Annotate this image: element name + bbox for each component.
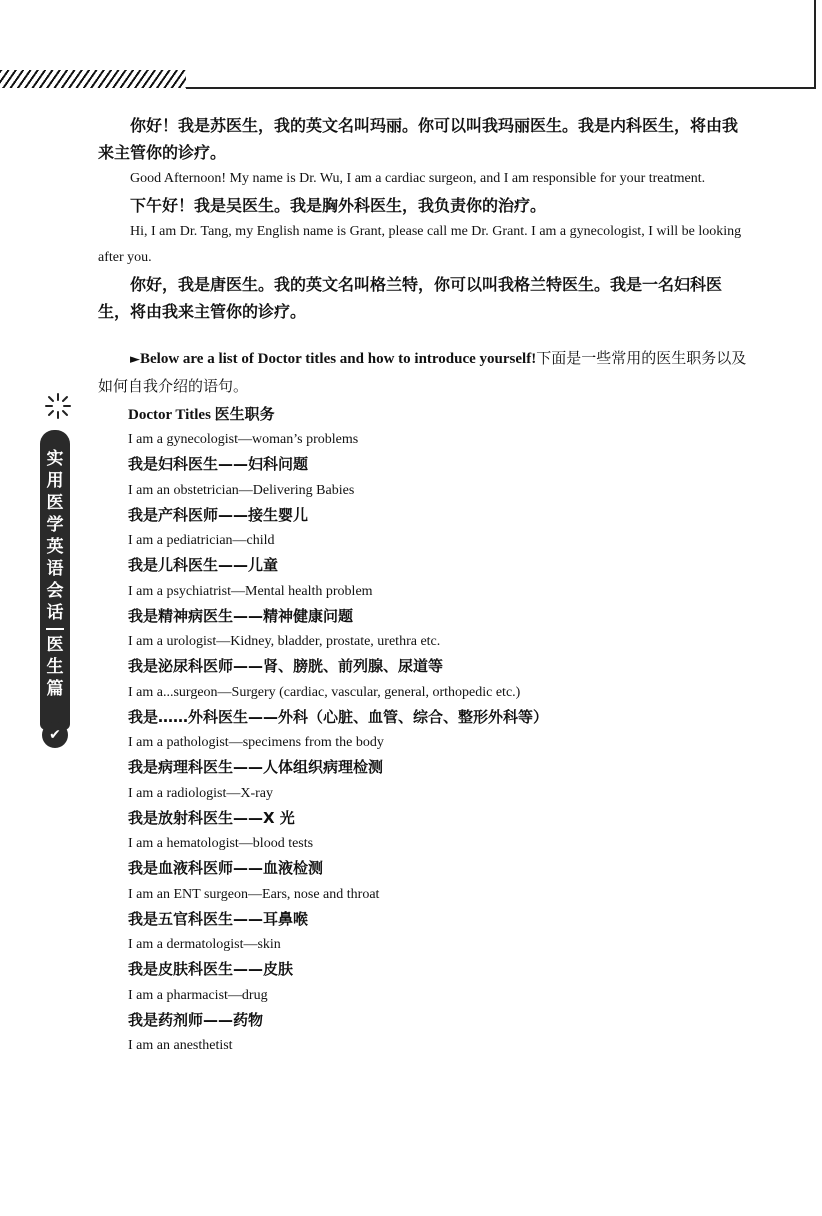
side-char: 实 xyxy=(46,449,64,469)
title-en: I am an obstetrician—Delivering Babies xyxy=(128,482,355,498)
side-char: 会 xyxy=(46,581,64,601)
title-cn: 我是儿科医生——儿童 xyxy=(128,556,279,574)
title-en: I am a pathologist—specimens from the body xyxy=(128,735,384,750)
title-cn: 我是产科医师——接生婴儿 xyxy=(128,505,309,524)
title-en: I am a radiologist—X-ray xyxy=(128,785,274,801)
title-cn: 我是放射科医生——X 光 xyxy=(128,808,295,827)
title-cn: 我是病理科医生——人体组织病理检测 xyxy=(128,758,384,776)
title-en: I am an ENT surgeon—Ears, nose and throat xyxy=(128,886,380,902)
doctor-titles-heading-en: Doctor Titles xyxy=(128,407,211,423)
header-rule xyxy=(186,87,816,89)
doctor-titles-heading xyxy=(128,402,748,427)
intro-paragraph-4: Hi, I am Dr. Tang, my English name is Grant, please call me Dr. Grant. I am a gynecologist, I will be looking after you. xyxy=(98,224,742,265)
side-tab-title xyxy=(40,430,70,730)
side-char: 生 xyxy=(46,657,64,677)
intro-paragraph-5: 你好，我是唐医生。我的英文名叫格兰特，你可以叫我格兰特医生。我是一名妇科医生，将由我来主管你的诊疗。 xyxy=(98,275,723,321)
doctor-titles-list xyxy=(128,402,748,1058)
triangle-bullet-icon: ► xyxy=(130,352,140,367)
title-cn: 我是泌尿科医师——肾、膀胱、前列腺、尿道等 xyxy=(128,657,444,675)
side-char: 学 xyxy=(46,515,64,535)
title-cn: 我是五官科医生——耳鼻喉 xyxy=(128,909,309,928)
below-list-cn: 下面是一些常用的医生职务以及如何自我介绍的语句。 xyxy=(98,349,747,395)
intro-paragraph-3: 下午好！我是吴医生。我是胸外科医生，我负责你的治疗。 xyxy=(130,196,547,215)
title-en: I am a psychiatrist—Mental health problem xyxy=(128,583,373,599)
title-en: I am a dermatologist—skin xyxy=(128,937,281,952)
title-en: I am a pediatrician—child xyxy=(128,533,275,548)
below-list-en: Below are a list of Doctor titles and how to introduce yourself! xyxy=(140,351,537,367)
side-tab-divider xyxy=(46,628,64,630)
side-char: 用 xyxy=(46,471,64,491)
intro-paragraph-2: Good Afternoon! My name is Dr. Wu, I am a cardiac surgeon, and I am responsible for your treatment. xyxy=(130,171,706,186)
title-en: I am a hematologist—blood tests xyxy=(128,836,314,851)
title-cn: 我是……外科医生——外科（心脏、血管、综合、整形外科等） xyxy=(128,707,549,726)
right-margin-rule xyxy=(814,0,816,88)
side-char: 语 xyxy=(46,559,64,579)
page-content xyxy=(98,112,748,1058)
title-en: I am a...surgeon—Surgery (cardiac, vascular, general, orthopedic etc.) xyxy=(128,684,521,700)
title-en: I am a urologist—Kidney, bladder, prostate, urethra etc. xyxy=(128,634,441,649)
side-tab-logo-icon: ✔ xyxy=(42,722,68,748)
sparkle-icon xyxy=(44,392,72,420)
title-en: I am a gynecologist—woman’s problems xyxy=(128,432,359,447)
side-char: 英 xyxy=(46,537,64,557)
title-cn: 我是药剂师——药物 xyxy=(128,1010,264,1029)
side-char: 话 xyxy=(46,603,64,623)
book-side-tab xyxy=(36,392,72,762)
title-cn: 我是妇科医生——妇科问题 xyxy=(128,455,309,473)
title-cn: 我是皮肤科医生——皮肤 xyxy=(128,960,294,978)
title-en: I am an anesthetist xyxy=(128,1038,233,1053)
header-hatch-ornament xyxy=(0,70,186,88)
intro-paragraph-1: 你好！我是苏医生，我的英文名叫玛丽。你可以叫我玛丽医生。我是内科医生，将由我来主管你的诊疗。 xyxy=(98,116,739,162)
side-char: 医 xyxy=(46,493,64,513)
title-en: I am a pharmacist—drug xyxy=(128,987,268,1003)
below-list-paragraph xyxy=(98,345,748,400)
title-cn: 我是血液科医师——血液检测 xyxy=(128,859,324,877)
doctor-titles-heading-cn: 医生职务 xyxy=(214,405,275,423)
title-cn: 我是精神病医生——精神健康问题 xyxy=(128,606,354,625)
side-char: 篇 xyxy=(46,679,64,699)
side-char: 医 xyxy=(46,635,64,655)
